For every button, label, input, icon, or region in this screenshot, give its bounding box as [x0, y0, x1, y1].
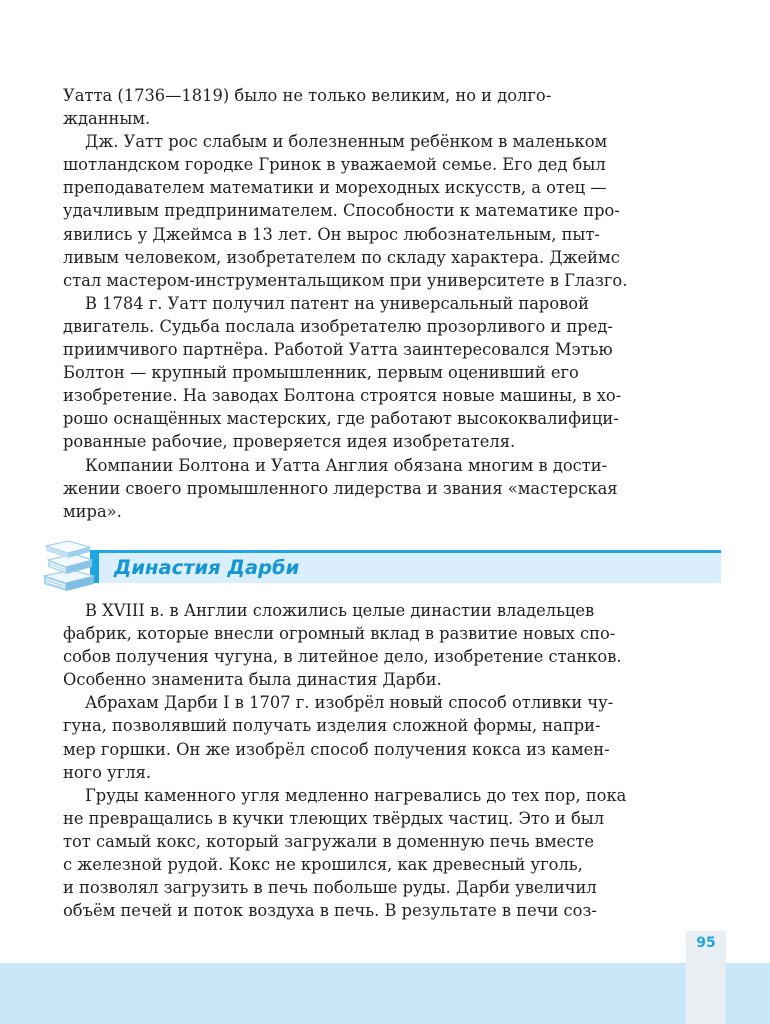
text-line: преподавателем математики и мореходных искусств, а отец — — [63, 178, 607, 198]
page-number: 95 — [696, 935, 716, 951]
text-line: рошо оснащённых мастерских, где работают высококвалифици- — [63, 409, 619, 429]
text-line: В 1784 г. Уатт получил патент на универсальный паровой — [85, 293, 589, 313]
text-line: гуна, позволявший получать изделия сложной формы, напри- — [63, 716, 601, 736]
text-line: Особенно знаменита была династия Дарби. — [63, 670, 442, 690]
text-line: объём печей и поток воздуха в печь. В результате в печи соз- — [63, 901, 597, 921]
section-title: Династия Дарби — [114, 556, 300, 579]
text-block-top — [63, 84, 685, 523]
text-line: Компании Болтона и Уатта Англия обязана многим в дости- — [85, 455, 608, 475]
text-block-bottom — [63, 599, 685, 922]
text-line: собов получения чугуна, в литейное дело, изобретение станков. — [63, 647, 622, 667]
text-line: стал мастером-инструментальщиком при университете в Глазго. — [63, 270, 628, 290]
text-line: тот самый кокс, который загружали в доменную печь вместе — [63, 831, 595, 851]
text-line: мира». — [63, 501, 122, 521]
paragraph — [63, 691, 685, 783]
text-line: удачливым предпринимателем. Способности к математике про- — [63, 201, 620, 221]
text-line: Дж. Уатт рос слабым и болезненным ребёнком в маленьком — [85, 132, 608, 152]
text-line: не превращались в кучки тлеющих твёрдых частиц. Это и был — [63, 808, 605, 828]
text-line: и позволял загрузить в печь побольше руды. Дарби увеличил — [63, 878, 597, 898]
paragraph — [63, 130, 685, 292]
text-line: двигатель. Судьба послала изобретателю прозорливого и пред- — [63, 316, 613, 336]
paragraph — [63, 454, 685, 523]
text-line: Болтон — крупный промышленник, первым оценивший его — [63, 363, 579, 383]
text-line: шотландском городке Гринок в уважаемой семье. Его дед был — [63, 155, 606, 175]
text-line: ного угля. — [63, 762, 152, 782]
text-line: В XVIII в. в Англии сложились целые династии владельцев — [85, 601, 595, 620]
section-header — [38, 536, 688, 594]
text-line: с железной рудой. Кокс не крошился, как древесный уголь, — [63, 855, 583, 875]
text-line: явились у Джеймса в 13 лет. Он вырос любознательным, пыт- — [63, 224, 600, 244]
paragraph — [63, 599, 685, 691]
text-line: изобретение. На заводах Болтона строятся новые машины, в хо- — [63, 386, 622, 406]
text-line: приимчивого партнёра. Работой Уатта заинтересовался Мэтью — [63, 340, 613, 360]
paragraph — [63, 292, 685, 454]
text-line: рованные рабочие, проверяется идея изобретателя. — [63, 432, 516, 452]
text-line: жданным. — [63, 109, 151, 129]
footer-band — [0, 963, 770, 1024]
paragraph — [63, 784, 685, 923]
paragraph — [63, 84, 685, 130]
books-icon — [38, 536, 98, 594]
text-line: мер горшки. Он же изобрёл способ получения кокса из камен- — [63, 739, 610, 759]
text-line: жении своего промышленного лидерства и звания «мастерская — [63, 478, 618, 498]
text-line: Абрахам Дарби I в 1707 г. изобрёл новый способ отливки чу- — [85, 693, 614, 713]
text-line: фабрик, которые внесли огромный вклад в развитие новых спо- — [63, 624, 616, 644]
text-line: Уатта (1736—1819) было не только великим, но и долго- — [63, 86, 552, 105]
text-line: Груды каменного угля медленно нагревались до тех пор, пока — [85, 785, 627, 805]
text-line: ливым человеком, изобретателем по складу характера. Джеймс — [63, 247, 620, 267]
